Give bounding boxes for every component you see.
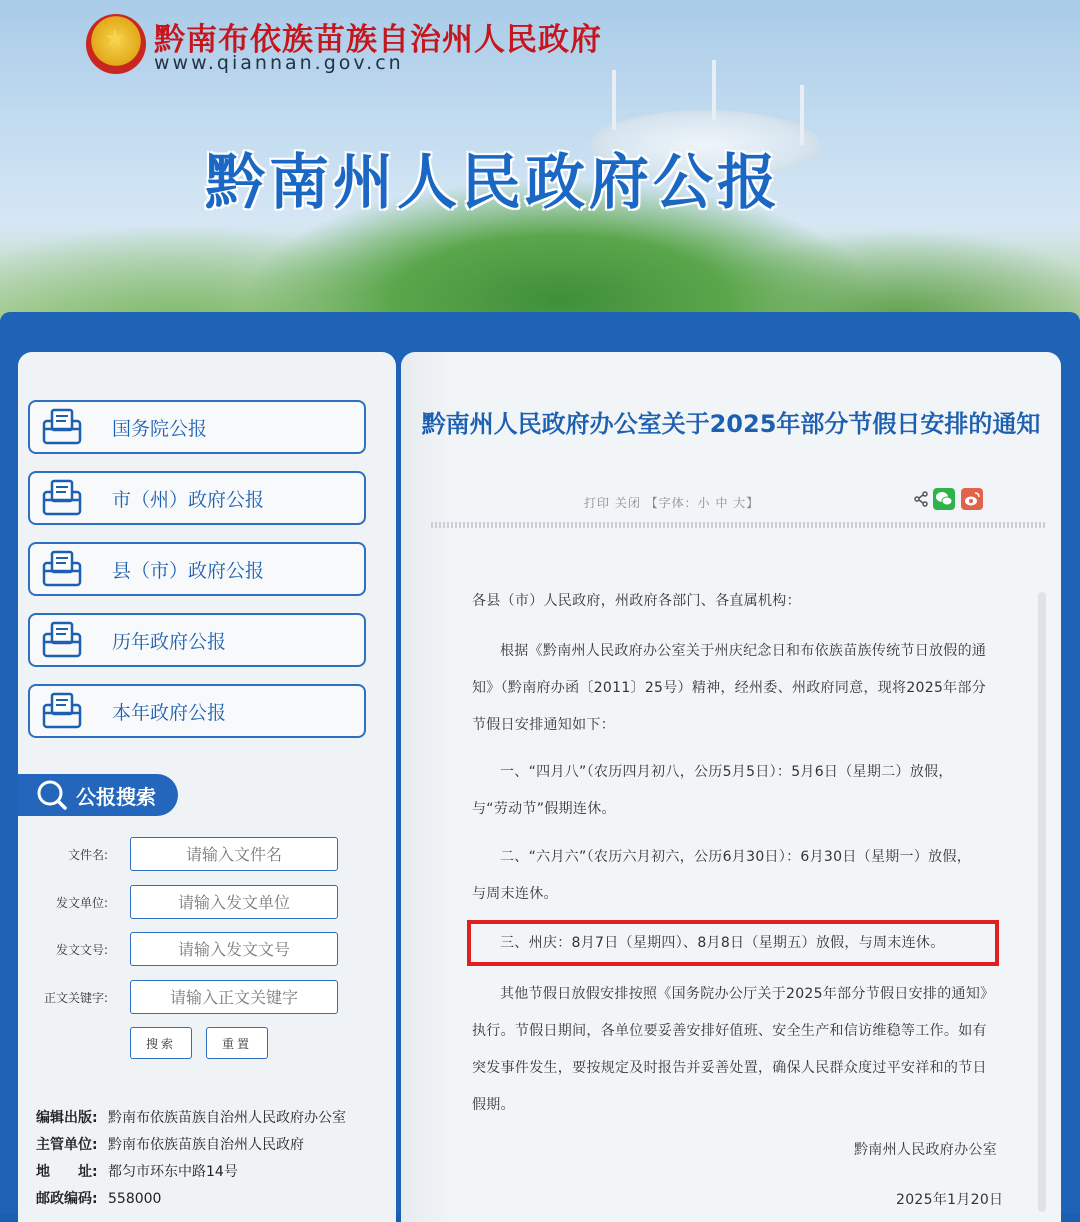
article-panel [401, 352, 1061, 1222]
site-name[interactable]: 黔南布依族苗族自治州人民政府 [154, 22, 602, 58]
keyword-input[interactable] [130, 980, 338, 1014]
nav-item-past-years[interactable] [28, 613, 366, 667]
site-url[interactable]: www.qiannan.gov.cn [154, 52, 404, 74]
doc-number-input[interactable] [130, 932, 338, 966]
search-section-title: 公报搜索 [76, 784, 156, 809]
paragraph-line: 一、“四月八”（农历四月初八，公历5月5日）：5月6日（星期二）放假， [500, 764, 953, 780]
national-emblem-icon: ★ [86, 14, 146, 74]
filename-input[interactable] [130, 837, 338, 871]
nav-label: 历年政府公报 [112, 630, 227, 653]
document-folder-icon [40, 478, 84, 518]
filename-label: 文件名: [67, 848, 108, 862]
wechat-icon[interactable] [933, 488, 955, 510]
telescope-tower [800, 85, 804, 145]
paragraph-line: 假期。 [472, 1097, 515, 1113]
article-toolbar[interactable]: 打印 关闭 【字体：小 中 大】 [584, 496, 760, 510]
search-row-doc-number [18, 932, 348, 966]
share-bar [913, 488, 983, 510]
info-key: 主管单位: [36, 1137, 98, 1153]
document-folder-icon [40, 549, 84, 589]
info-value: 黔南布依族苗族自治州人民政府办公室 [108, 1110, 346, 1126]
telescope-tower [612, 70, 616, 130]
paragraph-line: 二、“六月六”（农历六月初六，公历6月30日）：6月30日（星期一）放假， [500, 849, 972, 865]
reset-button[interactable]: 重置 [206, 1027, 268, 1059]
paragraph-line: 突发事件发生，要按规定及时报告并妥善处置，确保人民群众度过平安祥和的节日 [472, 1060, 987, 1076]
article-date: 2025年1月20日 [896, 1192, 1004, 1208]
paragraph-line: 节假日安排通知如下： [472, 717, 615, 733]
keyword-label: 正文关键字: [43, 991, 108, 1005]
article-signature: 黔南州人民政府办公室 [854, 1142, 997, 1158]
nav-label: 本年政府公报 [112, 701, 227, 724]
paragraph-line: 根据《黔南州人民政府办公室关于州庆纪念日和布依族苗族传统节日放假的通 [500, 643, 987, 659]
paragraph-line: 与周末连休。 [472, 886, 558, 902]
info-value: 都匀市环东中路14号 [108, 1164, 238, 1180]
document-folder-icon [40, 620, 84, 660]
article-scrollbar[interactable] [1038, 592, 1046, 1212]
info-value: 黔南布依族苗族自治州人民政府 [108, 1137, 304, 1153]
info-postcode [36, 1188, 161, 1208]
doc-number-label: 发文文号: [55, 943, 108, 957]
article-salutation: 各县（市）人民政府，州政府各部门、各直属机构： [472, 593, 801, 609]
article-title: 黔南州人民政府办公室关于2025年部分节假日安排的通知 [421, 410, 1041, 438]
nav-item-county-gazette[interactable] [28, 542, 366, 596]
nav-item-state-council[interactable] [28, 400, 366, 454]
info-value: 558000 [108, 1191, 162, 1207]
search-row-keyword [18, 980, 348, 1014]
left-sidebar [18, 352, 396, 1222]
info-key: 编辑出版: [36, 1110, 98, 1126]
search-icon [34, 777, 70, 813]
search-row-issuer [18, 885, 348, 919]
paragraph-line: 执行。节假日期间，各单位要妥善安排好值班、安全生产和信访维稳等工作。如有 [472, 1023, 987, 1039]
info-publisher [36, 1107, 346, 1127]
share-icon[interactable] [913, 491, 929, 507]
paragraph-line: 与“劳动节”假期连休。 [472, 801, 616, 817]
issuer-input[interactable] [130, 885, 338, 919]
paragraph-line: 知》（黔南府办函〔2011〕25号）精神，经州委、州政府同意，现将2025年部分 [472, 680, 987, 696]
title-divider [431, 522, 1046, 528]
paragraph-line: 其他节假日放假安排按照《国务院办公厅关于2025年部分节假日安排的通知》 [500, 986, 995, 1002]
info-key: 邮政编码: [36, 1191, 98, 1207]
weibo-icon[interactable] [961, 488, 983, 510]
info-supervisor [36, 1134, 304, 1154]
document-folder-icon [40, 407, 84, 447]
banner-title: 黔南州人民政府公报 [205, 148, 781, 218]
search-section-header [18, 774, 178, 816]
telescope-tower [712, 60, 716, 120]
nav-item-city-gazette[interactable] [28, 471, 366, 525]
nav-label: 县（市）政府公报 [112, 559, 265, 582]
search-row-filename [18, 837, 348, 871]
header-banner [0, 0, 1080, 320]
issuer-label: 发文单位: [55, 896, 108, 910]
paragraph-line: 三、州庆：8月7日（星期四）、8月8日（星期五）放假，与周末连休。 [500, 935, 945, 951]
nav-label: 国务院公报 [112, 417, 208, 440]
nav-item-this-year[interactable] [28, 684, 366, 738]
document-folder-icon [40, 691, 84, 731]
nav-label: 市（州）政府公报 [112, 488, 265, 511]
info-key: 地 址: [36, 1164, 98, 1180]
search-button[interactable]: 搜索 [130, 1027, 192, 1059]
info-address [36, 1161, 238, 1181]
